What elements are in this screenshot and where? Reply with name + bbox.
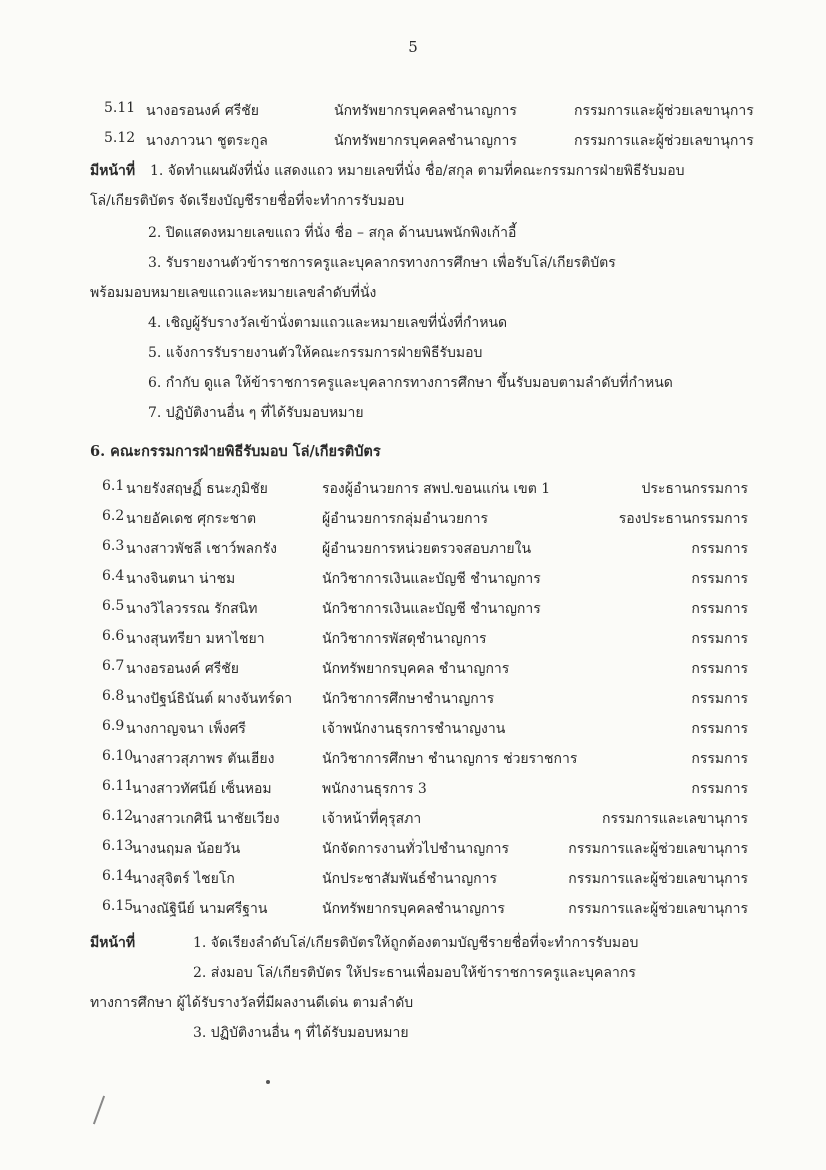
member-name: นายรังสฤษฏิ์ ธนะภูมิชัย (126, 481, 268, 497)
member-role: กรรมการและผู้ช่วยเลขานุการ (568, 841, 748, 857)
member-role: กรรมการและผู้ช่วยเลขานุการ (574, 103, 754, 119)
duties-label: มีหน้าที่ (90, 935, 136, 951)
member-no: 6.1 (102, 478, 125, 494)
member-no: 6.7 (102, 658, 125, 674)
duty-text: 1. จัดเรียงลำดับโล่/เกียรติบัตรให้ถูกต้องตามบัญชีรายชื่อที่จะทำการรับมอบ (193, 935, 639, 951)
member-position: นักวิชาการศึกษาชำนาญการ (322, 691, 495, 707)
duty-text: 3. รับรายงานตัวข้าราชการครูและบุคลากรทางการศึกษา เพื่อรับโล่/เกียรติบัตร (148, 255, 616, 271)
member-no: 6.8 (102, 688, 125, 704)
member-name: นางปัฐน์ธินันต์ ผางจันทร์ดา (126, 691, 293, 707)
duty-text: 3. ปฏิบัติงานอื่น ๆ ที่ได้รับมอบหมาย (193, 1025, 409, 1041)
member-name: นางอรอนงค์ ศรีชัย (146, 103, 259, 119)
duty-text: ทางการศึกษา ผู้ได้รับรางวัลที่มีผลงานดีเด่น ตามลำดับ (90, 995, 414, 1011)
section-heading: 6. คณะกรรมการฝ่ายพิธีรับมอบ โล่/เกียรติบัตร (90, 443, 381, 460)
member-role: กรรมการและผู้ช่วยเลขานุการ (568, 871, 748, 887)
member-position: ผู้อำนวยการหน่วยตรวจสอบภายใน (322, 541, 532, 557)
member-role: กรรมการและผู้ช่วยเลขานุการ (574, 133, 754, 149)
member-name: นายอัคเดช ศุกระชาต (126, 511, 257, 527)
duty-text: 6. กำกับ ดูแล ให้ข้าราชการครูและบุคลากรทางการศึกษา ขึ้นรับมอบตามลำดับที่กำหนด (148, 375, 673, 391)
member-no: 6.14 (102, 868, 134, 884)
member-name: นางนฤมล น้อยวัน (132, 841, 241, 857)
scan-dot (266, 1080, 270, 1084)
member-no: 6.4 (102, 568, 125, 584)
member-role: กรรมการ (691, 781, 748, 797)
member-no: 6.12 (102, 808, 134, 824)
member-position: นักจัดการงานทั่วไปชำนาญการ (322, 841, 510, 857)
duty-text: 5. แจ้งการรับรายงานตัวให้คณะกรรมการฝ่ายพิธีรับมอบ (148, 345, 483, 361)
member-role: กรรมการ (691, 661, 748, 677)
scan-stroke (93, 1096, 105, 1125)
duty-text: พร้อมมอบหมายเลขแถวและหมายเลขลำดับที่นั่ง (90, 285, 377, 301)
duty-text: 7. ปฏิบัติงานอื่น ๆ ที่ได้รับมอบหมาย (148, 405, 364, 421)
member-no: 6.9 (102, 718, 125, 734)
member-role: กรรมการ (691, 721, 748, 737)
member-no: 6.13 (102, 838, 134, 854)
duty-text: 4. เชิญผู้รับรางวัลเข้านั่งตามแถวและหมายเลขที่นั่งที่กำหนด (148, 315, 508, 331)
member-position: รองผู้อำนวยการ สพป.ขอนแก่น เขต 1 (322, 481, 551, 497)
member-position: นักวิชาการศึกษา ชำนาญการ ช่วยราชการ (322, 751, 578, 767)
member-position: นักทรัพยากรบุคคลชำนาญการ (334, 133, 517, 149)
member-name: นางจินตนา น่าชม (126, 571, 236, 587)
member-role: กรรมการ (691, 631, 748, 647)
member-name: นางณัฐินีย์ นามศรีฐาน (132, 901, 268, 917)
member-position: นักวิชาการพัสดุชำนาญการ (322, 631, 487, 647)
duty-text: โล่/เกียรติบัตร จัดเรียงบัญชีรายชื่อที่จะทำการรับมอบ (90, 193, 405, 209)
member-name: นางกาญจนา เพ็งศรี (126, 721, 246, 737)
duty-text: 2. ปิดแสดงหมายเลขแถว ที่นั่ง ชื่อ – สกุล ด้านบนพนักพิงเก้าอี้ (148, 225, 517, 241)
member-no: 6.15 (102, 898, 134, 914)
member-no: 6.10 (102, 748, 134, 764)
member-no: 5.11 (104, 100, 136, 116)
member-position: เจ้าพนักงานธุรการชำนาญงาน (322, 721, 506, 737)
duty-text: 2. ส่งมอบ โล่/เกียรติบัตร ให้ประธานเพื่อมอบให้ข้าราชการครูและบุคลากร (193, 965, 636, 981)
member-name: นางสุนทรียา มหาไชยา (126, 631, 265, 647)
page-number: 5 (408, 38, 418, 56)
member-position: ผู้อำนวยการกลุ่มอำนวยการ (322, 511, 489, 527)
member-name: นางอรอนงค์ ศรีชัย (126, 661, 239, 677)
member-position: นักทรัพยากรบุคคล ชำนาญการ (322, 661, 510, 677)
member-no: 6.2 (102, 508, 125, 524)
member-name: นางสาวสุภาพร ตันเฮียง (132, 751, 275, 767)
member-role: รองประธานกรรมการ (618, 511, 748, 527)
member-name: นางวิไลวรรณ รักสนิท (126, 601, 258, 617)
member-name: นางภาวนา ชูตระกูล (146, 133, 268, 149)
member-name: นางสาวทัศนีย์ เซ็นหอม (132, 781, 272, 797)
member-no: 6.11 (102, 778, 134, 794)
duty-text: 1. จัดทำแผนผังที่นั่ง แสดงแถว หมายเลขที่นั่ง ชื่อ/สกุล ตามที่คณะกรรมการฝ่ายพิธีรับมอบ (150, 163, 685, 179)
member-role: กรรมการ (691, 601, 748, 617)
member-role: กรรมการและผู้ช่วยเลขานุการ (568, 901, 748, 917)
member-role: กรรมการ (691, 691, 748, 707)
member-position: พนักงานธุรการ 3 (322, 781, 427, 797)
member-name: นางสุจิตร์ ไชยโก (132, 871, 235, 887)
member-position: นักทรัพยากรบุคคลชำนาญการ (322, 901, 505, 917)
member-no: 5.12 (104, 130, 136, 146)
member-role: ประธานกรรมการ (641, 481, 748, 497)
member-role: กรรมการ (691, 751, 748, 767)
member-role: กรรมการและเลขานุการ (602, 811, 748, 827)
member-role: กรรมการ (691, 541, 748, 557)
member-no: 6.5 (102, 598, 125, 614)
member-position: นักวิชาการเงินและบัญชี ชำนาญการ (322, 571, 541, 587)
member-position: นักทรัพยากรบุคคลชำนาญการ (334, 103, 517, 119)
member-name: นางสาวพัชลี เชาว์พลกรัง (126, 541, 277, 557)
member-name: นางสาวเกศินี นาชัยเวียง (132, 811, 280, 827)
member-no: 6.3 (102, 538, 125, 554)
member-position: นักประชาสัมพันธ์ชำนาญการ (322, 871, 498, 887)
member-position: นักวิชาการเงินและบัญชี ชำนาญการ (322, 601, 541, 617)
duties-label: มีหน้าที่ (90, 163, 136, 179)
member-position: เจ้าหน้าที่คุรุสภา (322, 811, 422, 827)
member-role: กรรมการ (691, 571, 748, 587)
member-no: 6.6 (102, 628, 125, 644)
